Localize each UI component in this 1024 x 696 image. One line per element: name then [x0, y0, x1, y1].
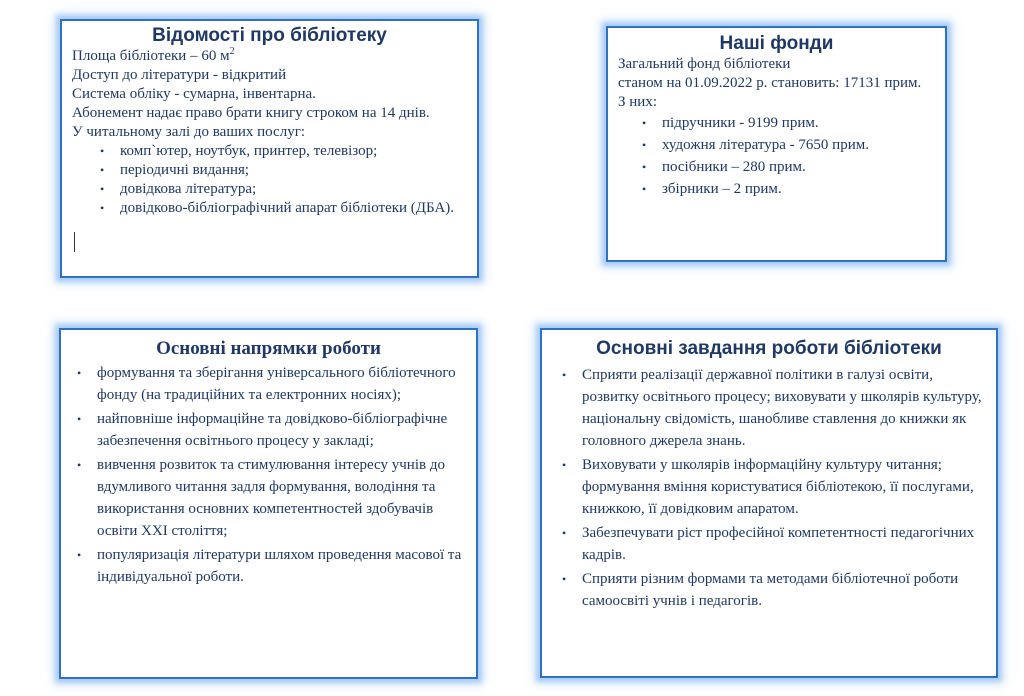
area-unit-superscript: 2 [229, 46, 235, 57]
list-item: • формування та зберігання універсального бібліотечного фонду (на традиційних та електронних носіях); [97, 362, 464, 406]
library-subscription: Абонемент надає право брати книгу строком на 14 днів. [72, 105, 430, 121]
library-accounting: Система обліку - сумарна, інвентарна. [72, 86, 316, 102]
bullet-icon: • [642, 160, 647, 174]
list-item: • найповніше інформаційне та довідково-бібліографічне забезпечення освітнього процесу у закладі; [97, 408, 464, 452]
list-item: • довідково-бібліографічний апарат бібліотеки (ДБА). [100, 200, 455, 216]
bullet-icon: • [100, 201, 105, 215]
funds-breakdown-list [642, 112, 935, 200]
reading-room-intro: У читальному залі до ваших послуг: [72, 124, 306, 140]
bullet-icon: • [77, 366, 82, 380]
funds-total-label: Загальний фонд бібліотеки [618, 56, 791, 72]
list-item: • Сприяти реалізації державної політики в галузі освіти, розвитку освітнього процесу; виховувати у школярів культуру, національну свідомість, шанобливе ставлення до книжки як головного джерела знань. [582, 364, 984, 452]
list-item: • популяризація літератури шляхом проведення масової та індивідуальної роботи. [97, 544, 464, 588]
list-item: • збірники – 2 прим. [662, 178, 935, 200]
bullet-icon: • [100, 182, 105, 196]
library-info-panel [60, 19, 479, 278]
bullet-icon: • [100, 163, 105, 177]
list-item: • довідкова література; [100, 181, 257, 197]
bullet-icon: • [562, 572, 567, 586]
main-tasks-panel [540, 328, 998, 678]
directions-title: Основні напрямки роботи [156, 338, 381, 359]
reading-room-services-list [100, 142, 467, 218]
main-directions-panel [59, 328, 478, 679]
list-item: • Сприяти різним формами та методами бібліотечної роботи самоосвіті учнів і педагогів. [582, 568, 984, 612]
bullet-icon: • [100, 144, 105, 158]
directions-list [77, 362, 464, 588]
text-cursor [74, 232, 75, 252]
bullet-icon: • [562, 526, 567, 540]
list-item: • комп`ютер, ноутбук, принтер, телевізор; [100, 143, 378, 159]
library-funds-panel [606, 26, 947, 262]
list-item: • періодичні видання; [100, 162, 250, 178]
tasks-title: Основні завдання роботи бібліотеки [596, 338, 942, 359]
bullet-icon: • [562, 458, 567, 472]
bullet-icon: • [642, 182, 647, 196]
list-item: • підручники - 9199 прим. [662, 112, 935, 134]
funds-total-value: станом на 01.09.2022 р. становить: 17131 прим. [618, 75, 922, 91]
tasks-list [562, 364, 984, 612]
bullet-icon: • [642, 138, 647, 152]
list-item: • посібники – 280 прим. [662, 156, 935, 178]
bullet-icon: • [77, 458, 82, 472]
library-area-label: Площа бібліотеки – 60 м [72, 48, 230, 64]
bullet-icon: • [642, 116, 647, 130]
library-area [72, 47, 467, 66]
funds-title: Наші фонди [719, 33, 834, 54]
list-item: • Забезпечувати ріст професійної компетентності педагогічних кадрів. [582, 522, 984, 566]
list-item: • вивчення розвиток та стимулювання інтересу учнів до вдумливого читання задля формування, володіння та використання основних компетентностей здобувачів освіти ХХІ століття; [97, 454, 464, 542]
list-item: • Виховувати у школярів інформаційну культуру читання; формування вміння користуватися бібліотекою, її послугами, книжкою, її довідковим апаратом. [582, 454, 984, 520]
library-info-title: Відомості про бібліотеку [152, 25, 387, 46]
bullet-icon: • [77, 548, 82, 562]
library-access: Доступ до літератури - відкритий [72, 67, 287, 83]
bullet-icon: • [562, 368, 567, 382]
funds-breakdown-intro: З них: [618, 94, 657, 110]
list-item: • художня література - 7650 прим. [662, 134, 935, 156]
bullet-icon: • [77, 412, 82, 426]
